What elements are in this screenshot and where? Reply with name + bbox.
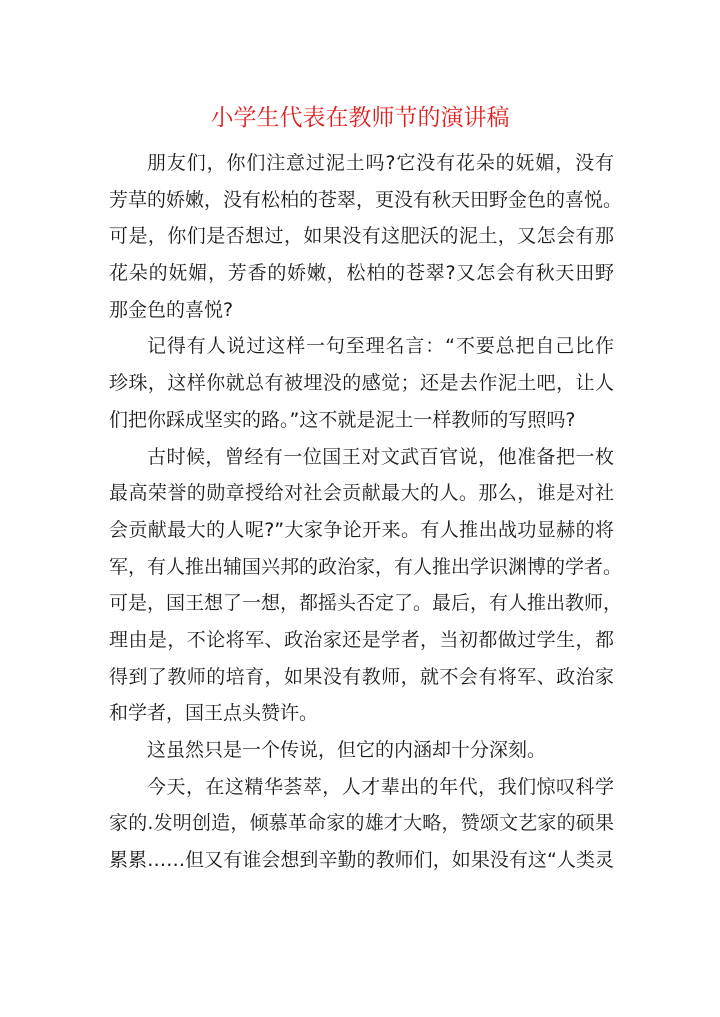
- text-line: 可是，你们是否想过，如果没有这肥沃的泥土，又怎会有那: [109, 225, 614, 248]
- text-line: 今天，在这精华荟萃，人才辈出的年代，我们惊叹科学: [147, 775, 614, 798]
- text-line: 家的.发明创造，倾慕革命家的雄才大略，赞颂文艺家的硕果: [109, 812, 614, 835]
- document-title: 小学生代表在教师节的演讲稿: [210, 105, 510, 131]
- text-line: 记得有人说过这样一句至理名言：“不要总把自己比作: [147, 335, 614, 358]
- text-line: 那金色的喜悦?: [109, 298, 234, 321]
- text-line: 会贡献最大的人呢?”大家争论开来。有人推出战功显赫的将: [109, 518, 614, 541]
- text-line: 得到了教师的培育，如果没有教师，就不会有将军、政治家: [109, 665, 614, 688]
- text-line: 理由是，不论将军、政治家还是学者，当初都做过学生，都: [109, 628, 614, 651]
- text-line: 古时候，曾经有一位国王对文武百官说，他准备把一枚: [147, 445, 614, 468]
- text-line: 们把你踩成坚实的路。”这不就是泥土一样教师的写照吗?: [109, 408, 576, 431]
- text-line: 和学者，国王点头赞许。: [109, 702, 319, 725]
- text-line: 珍珠，这样你就总有被埋没的感觉；还是去作泥土吧，让人: [109, 372, 614, 395]
- text-line: 最高荣誉的勋章授给对社会贡献最大的人。那么，谁是对社: [109, 482, 614, 505]
- document-body: [109, 145, 623, 879]
- text-line: 累累……但又有谁会想到辛勤的教师们，如果没有这“人类灵: [109, 849, 614, 872]
- text-line: 朋友们，你们注意过泥土吗?它没有花朵的妩媚，没有: [147, 152, 614, 174]
- text-line: 可是，国王想了一想，都摇头否定了。最后，有人推出教师，: [109, 592, 623, 615]
- text-line: 军，有人推出辅国兴邦的政治家，有人推出学识渊博的学者。: [109, 555, 623, 578]
- text-line: 芳草的娇嫩，没有松柏的苍翠，更没有秋天田野金色的喜悦。: [109, 188, 623, 211]
- text-line: 花朵的妩媚，芳香的娇嫩，松柏的苍翠?又怎会有秋天田野: [109, 262, 614, 285]
- text-line: 这虽然只是一个传说，但它的内涵却十分深刻。: [147, 739, 547, 761]
